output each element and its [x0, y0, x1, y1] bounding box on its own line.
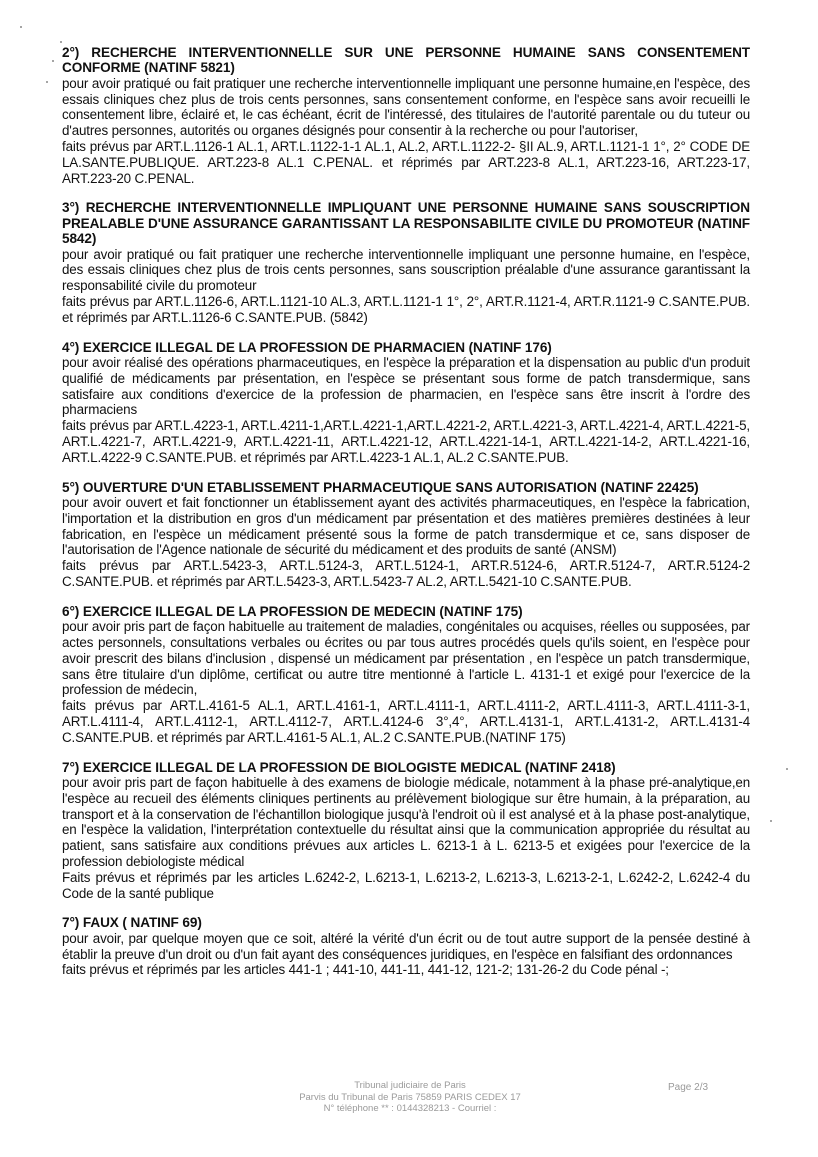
scan-speck [770, 820, 772, 822]
charge-legal-basis: faits prévus par ART.L.4161-5 AL.1, ART.L.4161-1, ART.L.4111-1, ART.L.4111-2, ART.L.4111-3, ART.L.4111-3-1, ART.L.4111-4, ART.L.4112-1, ART.L.4112-7, ART.L.4124-6 3°,4°, ART.L.4131-1, ART.L.4131-2, ART.L.4131-4 C.SANTE.PUB. et réprimés par ART.L.4161-5 AL.1, AL.2 C.SANTE.PUB.(NATINF 175) [62, 698, 750, 745]
charge-description: pour avoir pratiqué ou fait pratiquer une recherche interventionnelle impliquant une personne humaine, en l'espèce, des essais cliniques chez plus de trois cents personnes, sans souscription préalable d'une assurance garantissant la responsabilité civile du promoteur [62, 246, 750, 294]
charge-legal-basis: faits prévus par ART.L.5423-3, ART.L.5124-3, ART.L.5124-1, ART.R.5124-6, ART.R.5124-7, ART.R.5124-2 C.SANTE.PUB. et réprimés par ART.L.5423-3, ART.L.5423-7 AL.2, ART.L.5421-10 C.SANTE.PUB. [62, 558, 750, 589]
charge-legal-basis: Faits prévus et réprimés par les articles L.6242-2, L.6213-1, L.6213-2, L.6213-3, L.6213-2-1, L.6242-2, L.6242-4 du Code de la santé publique [62, 869, 750, 901]
charge-heading: 2°) RECHERCHE INTERVENTIONNELLE SUR UNE PERSONNE HUMAINE SANS CONSENTEMENT CONFORME (NATINF 5821) [62, 45, 750, 76]
document-page [62, 45, 750, 992]
charge-section-3 [62, 200, 750, 325]
charge-heading: 3°) RECHERCHE INTERVENTIONNELLE IMPLIQUANT UNE PERSONNE HUMAINE SANS SOUSCRIPTION PREALABLE D'UNE ASSURANCE GARANTISSANT LA RESPONSABILITE CIVILE DU PROMOTEUR (NATINF 5842) [62, 200, 750, 247]
scan-speck [20, 26, 22, 28]
charge-heading: 4°) EXERCICE ILLEGAL DE LA PROFESSION DE PHARMACIEN (NATINF 176) [62, 339, 552, 355]
charge-section-6 [62, 604, 750, 746]
charge-heading: 5°) OUVERTURE D'UN ETABLISSEMENT PHARMACEUTIQUE SANS AUTORISATION (NATINF 22425) [62, 479, 699, 495]
charge-section-5 [62, 480, 750, 590]
charge-description: pour avoir pratiqué ou fait pratiquer une recherche interventionnelle impliquant une personne humaine,en l'espèce, des essais cliniques chez plus de trois cents personnes, sans consentement conforme, en l'espèce sans avoir recueilli le consentement libre, éclairé et, le cas échéant, écrit de l'intéressé, des titulaires de l'autorité parentale ou du tuteur ou d'autres personnes, autorités ou organes désignés pour consentir à la recherche ou pour l'autoriser, [62, 75, 750, 139]
charge-section-7-forgery [62, 915, 750, 978]
charge-description: pour avoir, par quelque moyen que ce soit, altéré la vérité d'un écrit ou de tout autre support de la pensée destiné à établir la preuve d'un droit ou d'un fait ayant des conséquences juridiques, en l'espèce en falsifiant des ordonnances [62, 930, 750, 962]
scan-speck [46, 81, 48, 83]
charge-legal-basis: faits prévus par ART.L.4223-1, ART.L.4211-1,ART.L.4221-1,ART.L.4221-2, ART.L.4221-3, ART.L.4221-4, ART.L.4221-5, ART.L.4221-7, ART.L.4221-9, ART.L.4221-11, ART.L.4221-12, ART.L.4221-14-1, ART.L.4221-14-2, ART.L.4221-16, ART.L.4222-9 C.SANTE.PUB. et réprimés par ART.L.4223-1 AL.1, AL.2 C.SANTE.PUB. [62, 418, 750, 465]
footer-phone: N° téléphone ** : 0144328213 - Courriel : [323, 1103, 497, 1114]
page-number: Page 2/3 [668, 1082, 709, 1093]
charge-legal-basis: faits prévus par ART.L.1126-6, ART.L.1121-10 AL.3, ART.L.1121-1 1°, 2°, ART.R.1121-4, ART.R.1121-9 C.SANTE.PUB. et réprimés par ART.L.1126-6 C.SANTE.PUB. (5842) [62, 294, 750, 325]
footer-address: Parvis du Tribunal de Paris 75859 PARIS CEDEX 17 [299, 1091, 521, 1103]
charge-legal-basis: faits prévus par ART.L.1126-1 AL.1, ART.L.1122-1-1 AL.1, AL.2, ART.L.1122-2- §II AL.9, ART.L.1121-1 1°, 2° CODE DE LA.SANTE.PUBLIQUE. ART.223-8 AL.1 C.PENAL. et réprimés par ART.223-8 AL.1, ART.223-16, ART.223-17, ART.223-20 C.PENAL. [62, 139, 750, 186]
charge-description: pour avoir ouvert et fait fonctionner un établissement ayant des activités pharmaceutiques, en l'espèce la fabrication, l'importation et la distribution en gros d'un médicament par présentation et des matières premières destinées à leur fabrication, en l'espèce un médicament présenté sous la forme de patch transdermique et ce, sans disposer de l'autorisation de l'Agence nationale de sécurité du médicament et des produits de santé (ANSM) [62, 494, 750, 558]
charge-section-7-biologist [62, 760, 750, 902]
charge-section-2 [62, 45, 750, 186]
footer-court-name: Tribunal judiciaire de Paris [354, 1080, 466, 1091]
charge-section-4 [62, 340, 750, 466]
page-footer [240, 1080, 580, 1115]
charge-description: pour avoir pris part de façon habituelle à des examens de biologie médicale, notamment à la phase pré-analytique,en l'espèce au recueil des éléments cliniques pertinents au prélèvement biologique sur être humain, à la préparation, au transport et à la conservation de l'échantillon biologique jusqu'à l'endroit où il est analysé et à la phase post-analytique, en l'espèce la validation, l'interprétation contextuelle du résultat ainsi que la communication appropriée du résultat au patient, sans satisfaire aux conditions prévues aux articles L. 6213-1 à L. 6213-5 et exigées pour l'exercice de la profession debiologiste médical [62, 774, 750, 869]
charge-heading: 6°) EXERCICE ILLEGAL DE LA PROFESSION DE MEDECIN (NATINF 175) [62, 603, 523, 619]
scan-speck [52, 60, 54, 62]
charge-description: pour avoir réalisé des opérations pharmaceutiques, en l'espèce la préparation et la dispensation au public d'un produit qualifié de médicaments par présentation, en l'espèce se présentant sous forme de patch transdermique, sans satisfaire aux conditions d'exercice de la profession de pharmacien, en l'espèce sans être inscrit à l'ordre des pharmaciens [62, 355, 750, 418]
scan-speck [786, 768, 788, 770]
charge-legal-basis: faits prévus et réprimés par les articles 441-1 ; 441-10, 441-11, 441-12, 121-2; 131-26-2 du Code pénal -; [62, 962, 669, 978]
charge-heading: 7°) FAUX ( NATINF 69) [62, 915, 202, 931]
scan-speck [60, 41, 62, 43]
charge-description: pour avoir pris part de façon habituelle au traitement de maladies, congénitales ou acquises, réelles ou supposées, par actes personnels, consultations verbales ou écrites ou par tous autres procédés quels qu'ils soient, en l'espèce pour avoir prescrit des bilans d'inclusion , dispensé un médicament par présentation , en l'espèce un patch transdermique, sans être titulaire d'un diplôme, certificat ou autre titre mentionné à l'article L. 4131-1 et exigé pour l'exercice de la profession de médecin, [62, 619, 750, 698]
charge-heading: 7°) EXERCICE ILLEGAL DE LA PROFESSION DE BIOLOGISTE MEDICAL (NATINF 2418) [62, 759, 616, 775]
